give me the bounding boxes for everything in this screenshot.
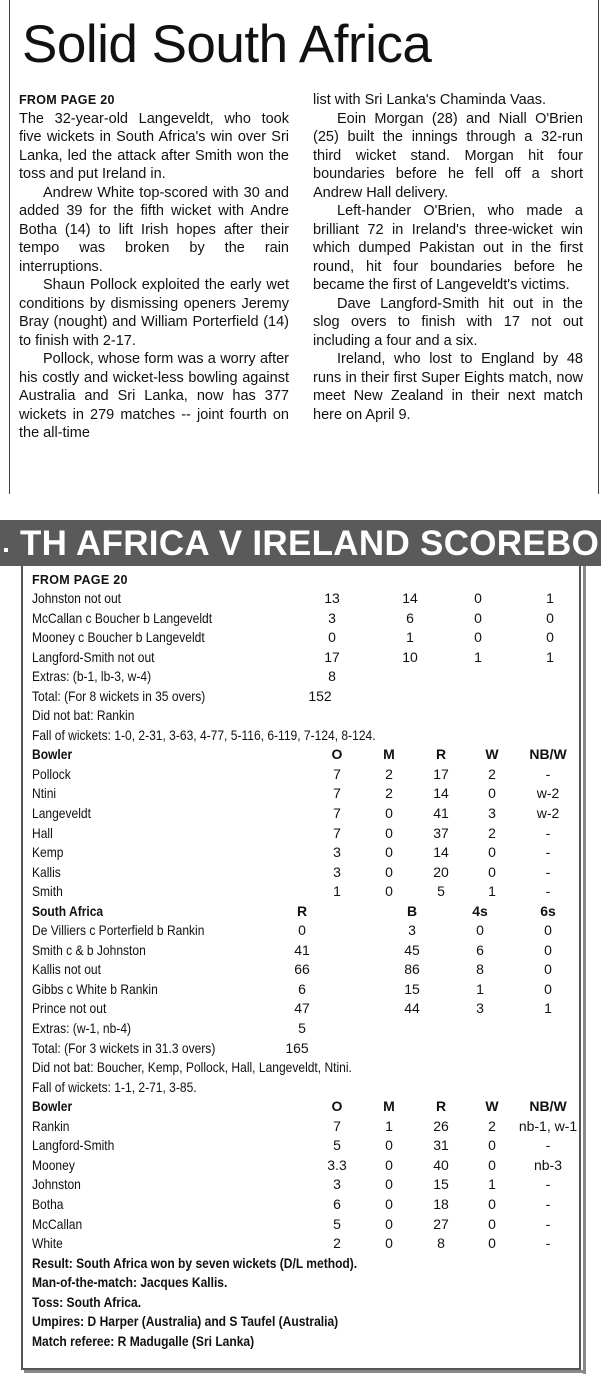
- scoreboard-cell: 0: [488, 1195, 496, 1212]
- headline: Solid South Africa: [22, 15, 432, 74]
- scoreboard-row-label: McCallan c Boucher b Langeveldt: [32, 609, 213, 626]
- scoreboard-box-shadow-bottom: [24, 1370, 586, 1373]
- scoreboard-cell: 0: [385, 1156, 393, 1173]
- scoreboard-row: [32, 804, 572, 824]
- scoreboard-cell: 0: [385, 883, 393, 900]
- scoreboard-row-label: Extras: (b-1, lb-3, w-4): [32, 668, 152, 685]
- scoreboard-row: [32, 863, 572, 883]
- article-kicker: FROM PAGE 20: [19, 93, 115, 107]
- scoreboard-cell: 1: [333, 883, 341, 900]
- scoreboard-row: [32, 921, 572, 941]
- article-paragraph: Left-hander O'Brien, who made a brilliant 72 in Ireland's three-wicket win which dumped Pakistan out in the first round, hit four boundaries before he became the first of Langeveldt's victims.: [313, 203, 583, 293]
- scoreboard-cell: 0: [544, 922, 552, 939]
- scoreboard-row-label: Did not bat: Rankin: [32, 707, 135, 724]
- scoreboard-row: [32, 999, 572, 1019]
- scoreboard-row-label: Prince not out: [32, 1000, 107, 1017]
- scoreboard-cell: 40: [433, 1156, 449, 1173]
- scoreboard-row: [32, 609, 572, 629]
- scoreboard-row: [32, 824, 572, 844]
- scoreboard-row: [32, 1312, 572, 1332]
- scoreboard-cell: 0: [385, 1137, 393, 1154]
- scoreboard-row: [32, 1058, 572, 1078]
- scoreboard-row-label: White: [32, 1235, 63, 1252]
- scoreboard-row-label: Pollock: [32, 765, 71, 782]
- scoreboard-row-label: Fall of wickets: 1-0, 2-31, 3-63, 4-77, 5-116, 6-119, 7-124, 8-124.: [32, 726, 376, 743]
- scoreboard-cell: 8: [328, 668, 336, 685]
- scoreboard-cell: 0: [474, 609, 482, 626]
- scoreboard-cell: 6: [476, 941, 484, 958]
- scoreboard-row: [32, 1117, 578, 1137]
- article-paragraph: Andrew White top-scored with 30 and added 39 for the fifth wicket with Andre Botha (14) to lift Irish hopes after their tempo was broken by the rain interruptions.: [19, 184, 289, 275]
- scoreboard-row-label: Smith: [32, 883, 63, 900]
- scoreboard-cell: 5: [333, 1137, 341, 1154]
- scoreboard-cell: nb-1, w-1: [518, 1117, 578, 1134]
- scoreboard-cell: -: [545, 1137, 551, 1154]
- scoreboard-cell: R: [296, 902, 308, 919]
- scoreboard-cell: R: [435, 1098, 447, 1115]
- scoreboard-cell: 6: [333, 1195, 341, 1212]
- scoreboard-cell: 1: [546, 590, 554, 606]
- scoreboard-cell: 2: [488, 1117, 496, 1134]
- scoreboard-row-label: Mooney c Boucher b Langeveldt: [32, 629, 205, 646]
- scoreboard-cell: 0: [385, 805, 393, 822]
- article-paragraph: Shaun Pollock exploited the early wet conditions by dismissing openers Jeremy Bray (nought) and William Porterfield (14) to finish with 2-17.: [19, 277, 289, 349]
- scoreboard-cell: 18: [433, 1195, 449, 1212]
- scoreboard-cell: 0: [488, 785, 496, 802]
- scoreboard-cell: 66: [294, 961, 310, 978]
- scoreboard-cell: 7: [333, 1117, 341, 1134]
- scoreboard-cell: 0: [385, 1235, 393, 1252]
- scoreboard-cell: 0: [544, 961, 552, 978]
- scoreboard-cell: 0: [488, 844, 496, 861]
- scoreboard-cell: 0: [546, 609, 554, 626]
- scoreboard-row-label: Johnston: [32, 1176, 81, 1193]
- article-paragraph: Pollock, whose form was a worry after his costly and wicket-less bowling against Australia and Sri Lanka, now has 377 wickets in 279 matches -- joint fourth on the all-time: [19, 351, 289, 441]
- scoreboard-cell: 2: [333, 1235, 341, 1252]
- scoreboard-cell: 0: [488, 863, 496, 880]
- scoreboard-cell: 2: [385, 765, 393, 782]
- scoreboard-row: [32, 1234, 572, 1254]
- scoreboard-cell: 0: [385, 863, 393, 880]
- scoreboard-cell: 2: [385, 785, 393, 802]
- scoreboard-row-label: Result: South Africa won by seven wickets (D/L method).: [32, 1254, 358, 1271]
- article-column-right: [313, 91, 583, 424]
- article-paragraph: list with Sri Lanka's Chaminda Vaas.: [313, 92, 546, 108]
- scoreboard-header-row: [32, 745, 572, 765]
- scoreboard-row-label: Toss: South Africa.: [32, 1293, 142, 1310]
- scoreboard-cell: -: [545, 863, 551, 880]
- scoreboard-cell: 7: [333, 785, 341, 802]
- scoreboard-row-label: Mooney: [32, 1156, 75, 1173]
- banner-edge-mark: [4, 548, 8, 552]
- scoreboard-cell: 1: [488, 1176, 496, 1193]
- scoreboard-cell: -: [545, 765, 551, 782]
- scoreboard-row-label: Kallis not out: [32, 961, 101, 978]
- scoreboard-cell: 47: [294, 1000, 310, 1017]
- scoreboard-cell: 1: [476, 980, 484, 997]
- scoreboard-row: [32, 1019, 572, 1039]
- scoreboard-row-label: McCallan: [32, 1215, 83, 1232]
- scoreboard-cell: 8: [476, 961, 484, 978]
- scoreboard-row: [32, 1136, 572, 1156]
- scoreboard-row: [32, 687, 572, 707]
- scoreboard-row: [32, 843, 572, 863]
- scoreboard-cell: 3: [333, 1176, 341, 1193]
- scoreboard-cell: B: [406, 902, 418, 919]
- scoreboard-cell: 165: [285, 1039, 309, 1056]
- scoreboard-banner: [0, 520, 601, 566]
- scoreboard-cell: 3: [488, 805, 496, 822]
- scoreboard-row: [32, 648, 572, 668]
- scoreboard-cell: 0: [328, 629, 336, 646]
- scoreboard-cell: 0: [385, 1215, 393, 1232]
- scoreboard-cell: 27: [433, 1215, 449, 1232]
- scoreboard-cell: 1: [488, 883, 496, 900]
- scoreboard-cell: M: [383, 1098, 395, 1115]
- scoreboard-cell: 0: [474, 629, 482, 646]
- scoreboard-cell: 2: [488, 824, 496, 841]
- scoreboard-row-label: Bowler: [32, 746, 73, 763]
- scoreboard-cell: 6: [298, 980, 306, 997]
- scoreboard-cell: 7: [333, 805, 341, 822]
- article-paragraph: Ireland, who lost to England by 48 runs in their first Super Eights match, now meet New Zealand in their next match here on April 9.: [313, 351, 583, 423]
- scoreboard-row-label: Umpires: D Harper (Australia) and S Taufel (Australia): [32, 1313, 339, 1330]
- scoreboard-cell: 5: [437, 883, 445, 900]
- scoreboard-row-label: Total: (For 3 wickets in 31.3 overs): [32, 1039, 216, 1056]
- scoreboard-row-label: South Africa: [32, 902, 104, 919]
- scoreboard-cell: w-2: [536, 785, 560, 802]
- scoreboard-cell: 5: [333, 1215, 341, 1232]
- scoreboard-row-label: Rankin: [32, 1117, 70, 1134]
- scoreboard-cell: -: [545, 1235, 551, 1252]
- scoreboard-row: [32, 960, 572, 980]
- scoreboard-header-row: [32, 902, 572, 922]
- scoreboard-cell: 0: [488, 1235, 496, 1252]
- scoreboard-cell: 3: [408, 922, 416, 939]
- scoreboard-cell: 17: [324, 648, 340, 665]
- scoreboard-cell: 14: [402, 590, 418, 606]
- scoreboard-cell: W: [485, 1098, 499, 1115]
- scoreboard-cell: 15: [433, 1176, 449, 1193]
- scoreboard-cell: -: [545, 883, 551, 900]
- scoreboard-cell: 0: [474, 590, 482, 606]
- scoreboard-row: [32, 1254, 572, 1274]
- scoreboard-row: [32, 1332, 572, 1352]
- scoreboard-cell: 45: [404, 941, 420, 958]
- scoreboard-cell: 31: [433, 1137, 449, 1154]
- scoreboard-cell: -: [545, 824, 551, 841]
- scoreboard-row-label: Langford-Smith: [32, 1137, 115, 1154]
- scoreboard-row: [32, 765, 572, 785]
- scoreboard-row: [32, 1195, 572, 1215]
- article-column-left: [19, 91, 289, 443]
- scoreboard-cell: nb-3: [533, 1156, 563, 1173]
- scoreboard-cell: 0: [544, 980, 552, 997]
- scoreboard-cell: 4s: [472, 902, 488, 919]
- scoreboard-cell: 37: [433, 824, 449, 841]
- scoreboard-cell: 0: [488, 1137, 496, 1154]
- scoreboard-row: [32, 941, 572, 961]
- scoreboard-cell: 0: [385, 844, 393, 861]
- scoreboard-cell: 0: [385, 1176, 393, 1193]
- scoreboard-cell: R: [435, 746, 447, 763]
- scoreboard-cell: 7: [333, 765, 341, 782]
- scoreboard-cell: 17: [433, 765, 449, 782]
- scoreboard-row-label: Total: (For 8 wickets in 35 overs): [32, 687, 206, 704]
- scoreboard-row: [32, 1175, 572, 1195]
- scoreboard-cell: 13: [324, 590, 340, 606]
- scoreboard-cell: 3: [333, 863, 341, 880]
- column-rule-right: [598, 0, 599, 494]
- scoreboard-row-label: De Villiers c Porterfield b Rankin: [32, 922, 205, 939]
- scoreboard-row-label: Match referee: R Madugalle (Sri Lanka): [32, 1332, 255, 1349]
- scoreboard-row-label: Kallis: [32, 863, 61, 880]
- scoreboard-row: [32, 1293, 572, 1313]
- scoreboard-cell: 0: [385, 1195, 393, 1212]
- scoreboard-cell: O: [331, 746, 343, 763]
- scoreboard-cell: 14: [433, 844, 449, 861]
- scoreboard-row: [32, 1215, 572, 1235]
- article-paragraph: FROM PAGE 20 The 32-year-old Langeveldt, who took five wickets in South Africa's win over Sri Lanka, led the attack after Smith won the toss and put Ireland in.: [19, 93, 289, 182]
- scoreboard-cell: W: [485, 746, 499, 763]
- scoreboard-cell: 1: [385, 1117, 393, 1134]
- scoreboard-cell: 3: [333, 844, 341, 861]
- scoreboard-row-label: Hall: [32, 824, 53, 841]
- scoreboard-cell: 41: [433, 805, 449, 822]
- scoreboard-cell: 0: [488, 1215, 496, 1232]
- scoreboard-cell: 3.3: [327, 1156, 347, 1173]
- scoreboard-row-label: Johnston not out: [32, 590, 122, 606]
- scoreboard-row-label: Fall of wickets: 1-1, 2-71, 3-85.: [32, 1078, 197, 1095]
- scoreboard-cell: M: [383, 746, 395, 763]
- scoreboard-cell: 6: [406, 609, 414, 626]
- scoreboard-cell: NB/W: [529, 746, 567, 763]
- scoreboard-cell: 1: [474, 648, 482, 665]
- scoreboard-cell: 14: [433, 785, 449, 802]
- scoreboard-cell: 0: [546, 629, 554, 646]
- scoreboard-row: [32, 1273, 572, 1293]
- scoreboard-cell: O: [331, 1098, 343, 1115]
- article-paragraph: Eoin Morgan (28) and Niall O'Brien (25) built the innings through a 32-run third wicket stand. Morgan hit four boundaries before he fell off a short Andrew Hall delivery.: [313, 110, 583, 201]
- scoreboard-cell: 44: [404, 1000, 420, 1017]
- scoreboard-cell: 3: [328, 609, 336, 626]
- scoreboard-row-label: Smith c & b Johnston: [32, 941, 146, 958]
- scoreboard-cell: 0: [476, 922, 484, 939]
- scoreboard-row-label: Ntini: [32, 785, 57, 802]
- scoreboard: [32, 571, 578, 1351]
- scoreboard-cell: 10: [402, 648, 418, 665]
- scoreboard-row-label: Langeveldt: [32, 805, 91, 822]
- scoreboard-row-label: Did not bat: Boucher, Kemp, Pollock, Hall, Langeveldt, Ntini.: [32, 1059, 352, 1076]
- scoreboard-cell: 86: [404, 961, 420, 978]
- scoreboard-row-label: Kemp: [32, 844, 64, 861]
- scoreboard-row: [32, 1156, 572, 1176]
- scoreboard-row-label: Man-of-the-match: Jacques Kallis.: [32, 1274, 228, 1291]
- scoreboard-cell: -: [545, 1176, 551, 1193]
- scoreboard-row-label: Gibbs c White b Rankin: [32, 980, 158, 997]
- scoreboard-header-row: [32, 1097, 572, 1117]
- scoreboard-cell: 20: [433, 863, 449, 880]
- scoreboard-row-label: Extras: (w-1, nb-4): [32, 1020, 132, 1037]
- scoreboard-cell: w-2: [536, 805, 560, 822]
- scoreboard-row: [32, 726, 572, 746]
- scoreboard-row: [32, 628, 572, 648]
- scoreboard-cell: -: [545, 1195, 551, 1212]
- scoreboard-cell: 0: [298, 922, 306, 939]
- scoreboard-row: [32, 667, 572, 687]
- scoreboard-row: [32, 882, 572, 902]
- scoreboard-row: [32, 784, 572, 804]
- scoreboard-cell: 0: [385, 824, 393, 841]
- scoreboard-row-label: Langford-Smith not out: [32, 648, 155, 665]
- scoreboard-cell: 0: [544, 941, 552, 958]
- scoreboard-cell: 15: [404, 980, 420, 997]
- scoreboard-cell: 1: [406, 629, 414, 646]
- scoreboard-cell: 26: [433, 1117, 449, 1134]
- scoreboard-cell: -: [545, 844, 551, 861]
- column-rule-left: [9, 0, 10, 494]
- scoreboard-row-label: Botha: [32, 1195, 64, 1212]
- scoreboard-cell: 1: [546, 648, 554, 665]
- scoreboard-cell: NB/W: [529, 1098, 567, 1115]
- scoreboard-cell: 3: [476, 1000, 484, 1017]
- scoreboard-row: [32, 1039, 572, 1059]
- scoreboard-cell: 0: [488, 1156, 496, 1173]
- scoreboard-row: [32, 706, 572, 726]
- scoreboard-row: [32, 980, 572, 1000]
- scoreboard-kicker: FROM PAGE 20: [32, 573, 128, 587]
- scoreboard-cell: -: [545, 1215, 551, 1232]
- scoreboard-cell: 41: [294, 941, 310, 958]
- scoreboard-banner-title: TH AFRICA V IRELAND SCOREBO: [20, 524, 600, 563]
- scoreboard-cell: 7: [333, 824, 341, 841]
- article-paragraph: Dave Langford-Smith hit out in the slog overs to finish with 17 not out including a four and a six.: [313, 295, 583, 349]
- scoreboard-cell: 1: [544, 1000, 552, 1017]
- scoreboard-row-label: Bowler: [32, 1098, 73, 1115]
- scoreboard-cell: 2: [488, 765, 496, 782]
- scoreboard-row: [32, 589, 572, 609]
- scoreboard-cell: 5: [298, 1020, 306, 1037]
- scoreboard-cell: 6s: [540, 902, 556, 919]
- scoreboard-row: [32, 1078, 572, 1098]
- scoreboard-cell: 8: [437, 1235, 445, 1252]
- scoreboard-rows: [32, 589, 578, 1351]
- scoreboard-cell: 152: [308, 687, 332, 704]
